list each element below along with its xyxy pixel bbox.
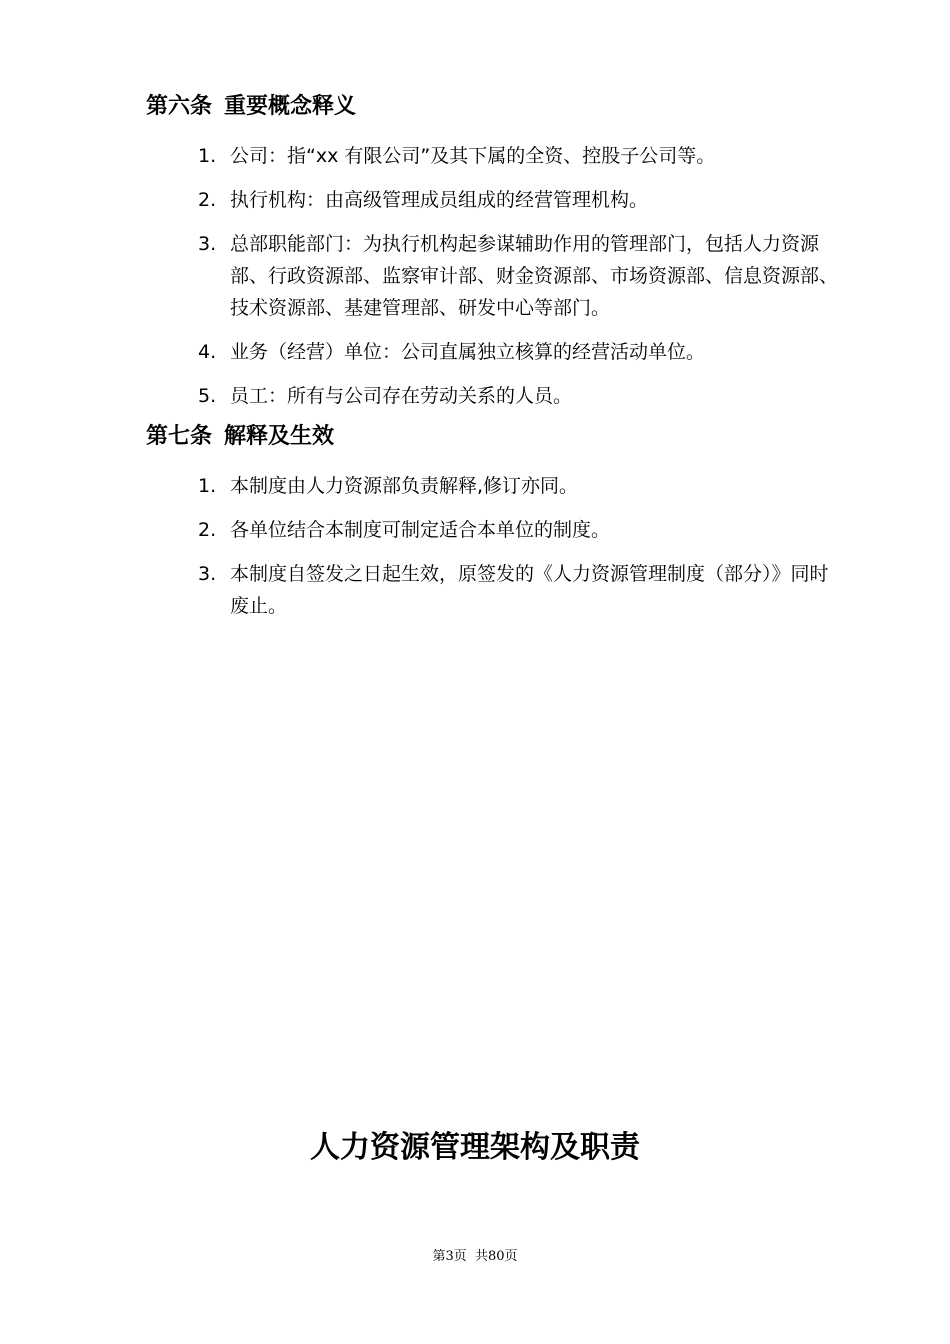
list-item-index: 1.: [198, 475, 217, 497]
list-item-index: 2.: [198, 519, 217, 541]
list-item: [0, 140, 840, 172]
list-item-text: 公司：指“xx 有限公司”及其下属的全资、控股子公司等。: [230, 145, 716, 167]
list-item-text: 执行机构：由高级管理成员组成的经营管理机构。: [230, 189, 649, 211]
page-footer: [0, 1248, 950, 1266]
list-item-text: 各单位结合本制度可制定适合本单位的制度。: [230, 519, 611, 541]
list-item-text: 总部职能部门：为执行机构起参谋辅助作用的管理部门，包括人力资源部、行政资源部、监察审计部、财金资源部、市场资源部、信息资源部、技术资源部、基建管理部、研发中心等部门。: [230, 233, 839, 319]
section-number: 第七条: [146, 424, 213, 449]
list-item-index: 1.: [198, 145, 217, 167]
list-item: [0, 228, 840, 324]
list-item-text: 员工：所有与公司存在劳动关系的人员。: [230, 385, 573, 407]
list-item: [0, 380, 840, 412]
effect-list: [0, 470, 950, 622]
section-heading-7: [146, 422, 334, 452]
section-heading-6: [146, 92, 356, 122]
section-title: 重要概念释义: [224, 94, 357, 119]
list-item: [0, 470, 840, 502]
list-item: [0, 336, 840, 368]
list-item-text: 业务（经营）单位：公司直属独立核算的经营活动单位。: [230, 341, 706, 363]
list-item: [0, 558, 840, 622]
list-item-text: 本制度由人力资源部负责解释,修订亦同。: [230, 475, 579, 497]
list-item-index: 3.: [198, 233, 217, 255]
list-item-index: 3.: [198, 563, 217, 585]
list-item-index: 2.: [198, 189, 217, 211]
list-item-index: 4.: [198, 341, 217, 363]
list-item-text: 本制度自签发之日起生效，原签发的《人力资源管理制度（部分）》同时废止。: [230, 563, 829, 617]
list-item-index: 5.: [198, 385, 217, 407]
definitions-list: [0, 140, 950, 412]
list-item: [0, 184, 840, 216]
list-item: [0, 514, 840, 546]
part-title: 人力资源管理架构及职责: [310, 1130, 640, 1165]
section-title: 解释及生效: [224, 424, 335, 449]
page-number: 第3页: [432, 1249, 467, 1264]
page-total: 共80页: [475, 1249, 518, 1264]
section-number: 第六条: [146, 94, 213, 119]
